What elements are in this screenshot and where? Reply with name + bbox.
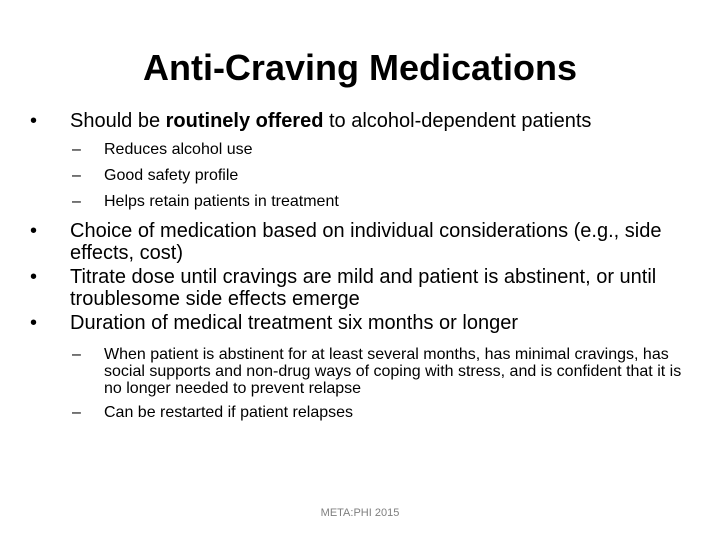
bullet-3 bbox=[28, 266, 688, 310]
sub-bullet-4-1 bbox=[28, 346, 688, 397]
bullet-4 bbox=[28, 312, 688, 334]
sub-bullet-text: Can be restarted if patient relapses bbox=[104, 404, 354, 421]
bullet-2 bbox=[28, 220, 688, 264]
bullet-icon: • bbox=[30, 266, 38, 288]
bullet-1-text-before: Should be bbox=[70, 110, 166, 132]
dash-icon: – bbox=[72, 193, 81, 210]
bullet-3-text: Titrate dose until cravings are mild and patient is abstinent, or until troublesome side effects emerge bbox=[70, 266, 657, 310]
bullet-1-emphasis: routinely offered bbox=[165, 110, 324, 132]
sub-bullet-1-2 bbox=[28, 166, 688, 186]
bullet-icon: • bbox=[30, 110, 38, 132]
sub-bullet-1-1 bbox=[28, 140, 688, 160]
sub-bullet-text: Helps retain patients in treatment bbox=[104, 193, 339, 210]
dash-icon: – bbox=[72, 141, 81, 158]
sub-bullet-1-3 bbox=[28, 192, 688, 212]
footer-text: META:PHI 2015 bbox=[320, 507, 400, 519]
bullet-icon: • bbox=[30, 220, 38, 242]
sub-bullet-4-2 bbox=[28, 403, 688, 423]
bullet-1-text-after: to alcohol-dependent patients bbox=[323, 110, 592, 132]
slide-body bbox=[28, 110, 688, 423]
sub-bullet-text: When patient is abstinent for at least several months, has minimal cravings, has social supports and non-drug ways of coping with stress, and is confident that it is no longer needed to prevent relapse bbox=[104, 346, 682, 397]
bullet-2-text: Choice of medication based on individual considerations (e.g., side effects, cost) bbox=[70, 220, 662, 264]
dash-icon: – bbox=[72, 167, 81, 184]
sub-bullet-text: Good safety profile bbox=[104, 167, 239, 184]
dash-icon: – bbox=[72, 346, 81, 363]
slide-title: Anti-Craving Medications bbox=[142, 47, 578, 88]
bullet-1 bbox=[28, 110, 688, 132]
sub-bullet-text: Reduces alcohol use bbox=[104, 141, 253, 158]
dash-icon: – bbox=[72, 404, 81, 421]
bullet-4-text: Duration of medical treatment six months or longer bbox=[70, 312, 518, 334]
bullet-icon: • bbox=[30, 312, 38, 334]
